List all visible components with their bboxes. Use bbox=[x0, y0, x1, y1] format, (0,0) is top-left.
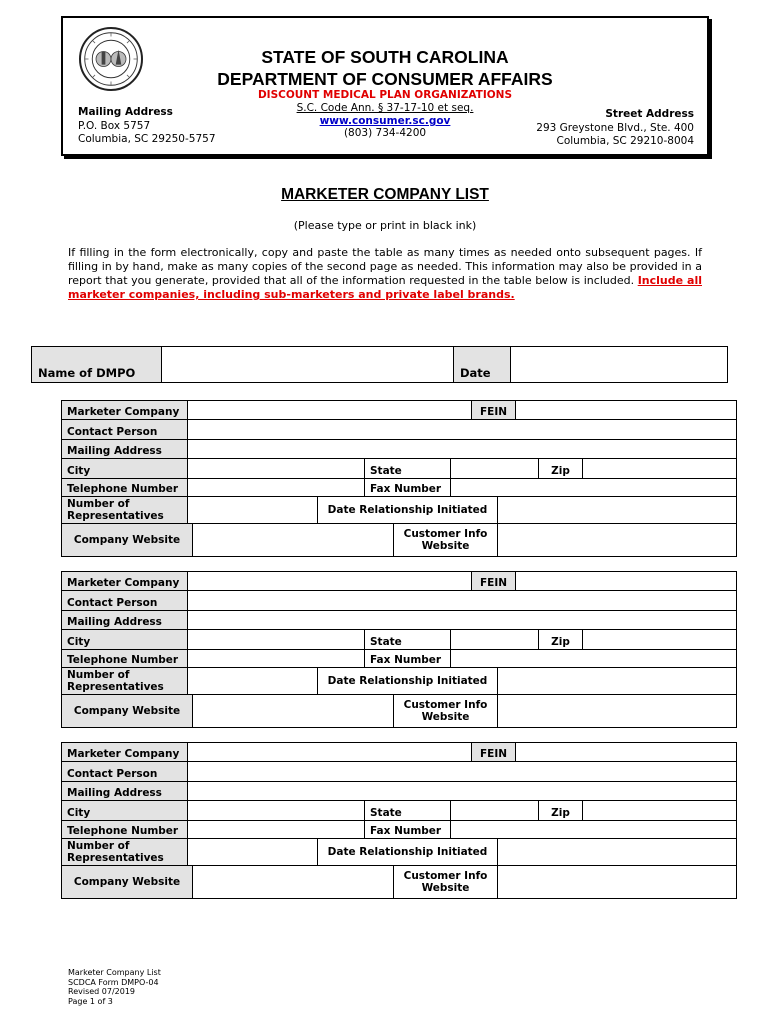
telephone-label: Telephone Number bbox=[62, 479, 188, 496]
state-field[interactable] bbox=[451, 801, 539, 820]
state-label: State bbox=[365, 630, 451, 649]
fax-field[interactable] bbox=[451, 479, 736, 496]
customer-info-line1: Customer Info bbox=[403, 698, 488, 711]
state-label: State bbox=[365, 801, 451, 820]
print-note: (Please type or print in black ink) bbox=[293, 219, 477, 232]
representatives-label bbox=[62, 497, 188, 523]
row-contact-person bbox=[62, 762, 736, 782]
marketer-company-field[interactable] bbox=[188, 401, 472, 419]
representatives-field[interactable] bbox=[188, 668, 318, 694]
row-city-state-zip bbox=[62, 801, 736, 821]
customer-info-website-field[interactable] bbox=[498, 695, 736, 727]
row-mailing-address bbox=[62, 782, 736, 801]
mailing-address-field[interactable] bbox=[188, 440, 736, 458]
representatives-label bbox=[62, 839, 188, 865]
customer-info-line1: Customer Info bbox=[403, 869, 488, 882]
marketer-company-field[interactable] bbox=[188, 743, 472, 761]
customer-info-website-label bbox=[394, 695, 498, 727]
representatives-label bbox=[62, 668, 188, 694]
marketer-block bbox=[61, 400, 737, 557]
zip-field[interactable] bbox=[583, 801, 736, 820]
footer-line1: Marketer Company List bbox=[68, 968, 161, 977]
footer-line4: Page 1 of 3 bbox=[68, 996, 113, 1006]
customer-info-website-field[interactable] bbox=[498, 866, 736, 898]
row-mailing-address bbox=[62, 440, 736, 459]
footer-line3: Revised 07/2019 bbox=[68, 987, 136, 996]
mailing-address-field[interactable] bbox=[188, 611, 736, 629]
zip-label: Zip bbox=[539, 630, 583, 649]
state-field[interactable] bbox=[451, 630, 539, 649]
customer-info-website-field[interactable] bbox=[498, 524, 736, 556]
company-website-field[interactable] bbox=[193, 524, 394, 556]
city-field[interactable] bbox=[188, 801, 365, 820]
zip-field[interactable] bbox=[583, 630, 736, 649]
fax-label: Fax Number bbox=[365, 821, 451, 838]
street-address-line2: Columbia, SC 29210-8004 bbox=[556, 135, 694, 147]
representatives-label-line1: Number of bbox=[67, 497, 130, 510]
instructions-text: If filling in the form electronically, copy and paste the table as many times as needed onto subsequent pages. If filling in by hand, make as many copies of the second page as needed. This information may also be provided in a report that you generate, provided that all of the information requested in the table below is included. bbox=[68, 246, 702, 287]
row-phone-fax bbox=[62, 650, 736, 668]
city-label: City bbox=[62, 801, 188, 820]
customer-info-line2: Website bbox=[421, 540, 470, 552]
company-website-field[interactable] bbox=[193, 695, 394, 727]
contact-person-label: Contact Person bbox=[62, 420, 188, 439]
representatives-label-line1: Number of bbox=[67, 668, 130, 681]
mailing-address-field[interactable] bbox=[188, 782, 736, 800]
fein-field[interactable] bbox=[516, 401, 736, 419]
dmpo-date-label: Date bbox=[460, 366, 491, 380]
agency-title-line2: DEPARTMENT OF CONSUMER AFFAIRS bbox=[217, 69, 553, 89]
row-representatives bbox=[62, 839, 736, 866]
telephone-field[interactable] bbox=[188, 650, 365, 667]
customer-info-line1: Customer Info bbox=[403, 527, 488, 540]
dmpo-date-label-cell bbox=[454, 347, 511, 382]
marketer-company-label: Marketer Company bbox=[62, 572, 188, 590]
telephone-field[interactable] bbox=[188, 821, 365, 838]
row-contact-person bbox=[62, 591, 736, 611]
date-relationship-field[interactable] bbox=[498, 497, 736, 523]
fax-label: Fax Number bbox=[365, 479, 451, 496]
footer-line2: SCDCA Form DMPO-04 bbox=[68, 977, 159, 987]
fein-field[interactable] bbox=[516, 743, 736, 761]
marketer-block bbox=[61, 742, 737, 899]
mailing-address-label: Mailing Address bbox=[62, 782, 188, 800]
representatives-label-line1: Number of bbox=[67, 839, 130, 852]
telephone-field[interactable] bbox=[188, 479, 365, 496]
instructions-emphasis: Include all marketer companies, including sub-marketers and private label brands. bbox=[68, 274, 702, 301]
contact-person-label: Contact Person bbox=[62, 762, 188, 781]
date-relationship-field[interactable] bbox=[498, 668, 736, 694]
form-title: MARKETER COMPANY LIST bbox=[281, 186, 489, 203]
contact-person-field[interactable] bbox=[188, 762, 736, 781]
row-phone-fax bbox=[62, 821, 736, 839]
date-relationship-label: Date Relationship Initiated bbox=[318, 497, 498, 523]
program-subtitle: DISCOUNT MEDICAL PLAN ORGANIZATIONS bbox=[257, 89, 513, 101]
fein-label: FEIN bbox=[472, 401, 516, 419]
fein-label: FEIN bbox=[472, 743, 516, 761]
city-label: City bbox=[62, 630, 188, 649]
date-relationship-label: Date Relationship Initiated bbox=[318, 668, 498, 694]
row-mailing-address bbox=[62, 611, 736, 630]
fax-label: Fax Number bbox=[365, 650, 451, 667]
street-address-line1: 293 Greystone Blvd., Ste. 400 bbox=[536, 121, 694, 134]
city-field[interactable] bbox=[188, 630, 365, 649]
website-link[interactable]: www.consumer.sc.gov bbox=[319, 115, 451, 127]
city-label: City bbox=[62, 459, 188, 478]
street-address bbox=[536, 108, 694, 149]
representatives-label-line2: Representatives bbox=[67, 510, 164, 522]
dmpo-name-label-cell bbox=[32, 347, 162, 382]
mailing-address-label: Mailing Address bbox=[62, 440, 188, 458]
contact-person-label: Contact Person bbox=[62, 591, 188, 610]
zip-field[interactable] bbox=[583, 459, 736, 478]
contact-person-field[interactable] bbox=[188, 420, 736, 439]
state-field[interactable] bbox=[451, 459, 539, 478]
row-city-state-zip bbox=[62, 459, 736, 479]
company-website-label: Company Website bbox=[62, 524, 193, 556]
contact-person-field[interactable] bbox=[188, 591, 736, 610]
row-contact-person bbox=[62, 420, 736, 440]
telephone-label: Telephone Number bbox=[62, 821, 188, 838]
row-phone-fax bbox=[62, 479, 736, 497]
mailing-address-label: Mailing Address bbox=[78, 106, 173, 118]
dmpo-name-label: Name of DMPO bbox=[38, 366, 136, 380]
zip-label: Zip bbox=[539, 801, 583, 820]
fein-field[interactable] bbox=[516, 572, 736, 590]
city-field[interactable] bbox=[188, 459, 365, 478]
dmpo-date-field[interactable] bbox=[511, 347, 727, 382]
row-representatives bbox=[62, 668, 736, 695]
form-footer bbox=[68, 968, 161, 1006]
company-website-label: Company Website bbox=[62, 866, 193, 898]
date-relationship-field[interactable] bbox=[498, 839, 736, 865]
representatives-field[interactable] bbox=[188, 497, 318, 523]
representatives-label-line2: Representatives bbox=[67, 852, 164, 864]
state-label: State bbox=[365, 459, 451, 478]
marketer-company-field[interactable] bbox=[188, 572, 472, 590]
representatives-field[interactable] bbox=[188, 839, 318, 865]
row-websites bbox=[62, 524, 736, 556]
instructions bbox=[68, 246, 702, 302]
fein-label: FEIN bbox=[472, 572, 516, 590]
company-website-label: Company Website bbox=[62, 695, 193, 727]
marketer-company-label: Marketer Company bbox=[62, 401, 188, 419]
row-marketer-company bbox=[62, 401, 736, 420]
agency-title-line1: STATE OF SOUTH CAROLINA bbox=[261, 47, 509, 67]
dmpo-name-field[interactable] bbox=[162, 347, 454, 382]
customer-info-website-label bbox=[394, 866, 498, 898]
customer-info-line2: Website bbox=[421, 882, 470, 894]
fax-field[interactable] bbox=[451, 650, 736, 667]
mailing-address bbox=[78, 106, 216, 147]
phone-number: (803) 734-4200 bbox=[343, 127, 427, 139]
telephone-label: Telephone Number bbox=[62, 650, 188, 667]
state-seal-logo bbox=[79, 27, 143, 91]
marketer-block bbox=[61, 571, 737, 728]
row-marketer-company bbox=[62, 743, 736, 762]
street-address-label: Street Address bbox=[605, 108, 694, 120]
date-relationship-label: Date Relationship Initiated bbox=[318, 839, 498, 865]
customer-info-website-label bbox=[394, 524, 498, 556]
row-websites bbox=[62, 866, 736, 898]
zip-label: Zip bbox=[539, 459, 583, 478]
row-city-state-zip bbox=[62, 630, 736, 650]
marketer-company-label: Marketer Company bbox=[62, 743, 188, 761]
mailing-address-line2: Columbia, SC 29250-5757 bbox=[78, 133, 216, 145]
customer-info-line2: Website bbox=[421, 711, 470, 723]
dmpo-row bbox=[31, 346, 728, 383]
row-representatives bbox=[62, 497, 736, 524]
mailing-address-label: Mailing Address bbox=[62, 611, 188, 629]
code-citation: S.C. Code Ann. § 37-17-10 et seq. bbox=[296, 102, 474, 114]
company-website-field[interactable] bbox=[193, 866, 394, 898]
mailing-address-line1: P.O. Box 5757 bbox=[78, 119, 151, 132]
fax-field[interactable] bbox=[451, 821, 736, 838]
row-marketer-company bbox=[62, 572, 736, 591]
representatives-label-line2: Representatives bbox=[67, 681, 164, 693]
row-websites bbox=[62, 695, 736, 727]
